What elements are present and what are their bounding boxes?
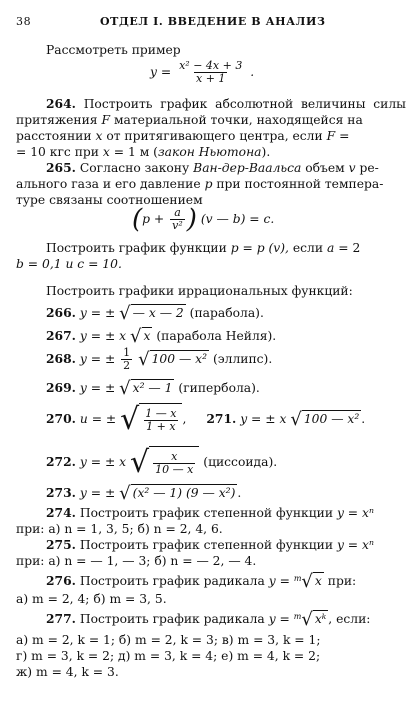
item-270-271: 270. u = ± √ $\frac{1 — x}{1 + x}$ , 271. y = ± x √ 100 — x² .	[46, 401, 366, 437]
p264-line1: 264. Построить график абсолютной величины силы	[46, 96, 406, 111]
irrational-heading: Построить графики иррациональных функций:	[46, 284, 353, 298]
radical: √ $\frac{x}{10 — x}$	[130, 446, 199, 480]
p277-line2: а) m = 2, k = 1; б) m = 2, k = 3; в) m = 3, k = 1;	[16, 633, 321, 647]
running-header	[16, 15, 402, 31]
p277-line1: 277. Построить график радикала y = $^m$ √ xᵏ , если:	[46, 608, 371, 630]
formula-intro: y = $\frac{\text{x² − 4x + 3}}{x + 1}$ .	[150, 59, 255, 85]
p264-line2: притяжения F материальной точки, находящейся на	[16, 113, 363, 127]
radical: √ xᵏ	[301, 608, 327, 630]
p264-line3: расстоянии x от притягивающего центра, если F =	[16, 129, 350, 143]
radical: √ 100 — x²	[138, 348, 208, 370]
radical: √ (x² — 1) (9 — x²)	[119, 482, 236, 504]
item-269: 269. y = ± √ x² — 1 (гипербола).	[46, 377, 260, 399]
item-267: 267. y = ± x √ x (парабола Нейля).	[46, 325, 277, 347]
radical: √ $\frac{1 — x}{1 + x}$	[120, 403, 182, 437]
p275-line2: при: а) n = — 1, — 3; б) n = — 2, — 4.	[16, 554, 257, 568]
item-268: 268. y = ± $\frac{1}{2}$ √ 100 — x² (эллипс).	[46, 346, 273, 372]
p277-line3: г) m = 3, k = 2; д) m = 3, k = 4; е) m = 4, k = 2;	[16, 649, 321, 663]
plot-pv-line2: b = 0,1 и c = 10.	[16, 257, 122, 271]
p265-line2: ального газа и его давление p при постоянной темпера-	[16, 177, 384, 191]
p277-line4: ж) m = 4, k = 3.	[16, 665, 119, 679]
radical: √ — x — 2	[119, 302, 184, 324]
item-272: 272. y = ± x √ $\frac{x}{10 — x}$ (циссоида).	[46, 444, 278, 480]
p275-line1: 275. Построить график степенной функции y = xⁿ	[46, 537, 374, 552]
chapter-title: ОТДЕЛ I. ВВЕДЕНИЕ В АНАЛИЗ	[100, 15, 326, 28]
van-der-waals-fraction: $\frac{a}{\text{v²}}$	[172, 206, 183, 232]
item-273: 273. y = ± √ (x² — 1) (9 — x²) .	[46, 482, 242, 504]
item-266: 266. y = ± √ — x — 2 (парабола).	[46, 302, 264, 324]
page-number: 38	[16, 15, 32, 28]
radical: √ 100 — x²	[290, 408, 360, 430]
radical: √ x	[130, 325, 151, 347]
radical: √ x	[301, 570, 322, 592]
radical: √ x² — 1	[119, 377, 173, 399]
intro-text: Рассмотреть пример	[46, 43, 181, 57]
formula-van-der-waals: (p + $\frac{a}{\text{v²}}$ ) (v — b) = c.	[132, 204, 275, 235]
p264-line4: = 10 кгс при x = 1 м (закон Ньютона).	[16, 145, 271, 159]
p276-line2: а) m = 2, 4; б) m = 3, 5.	[16, 592, 167, 606]
p274-line2: при: а) n = 1, 3, 5; б) n = 2, 4, 6.	[16, 522, 223, 536]
p276-line1: 276. Построить график радикала y = $^m$ √ x при:	[46, 570, 357, 592]
plot-pv-line1: Построить график функции p = p (v), если a = 2	[46, 241, 361, 255]
p265-line3: туре связаны соотношением	[16, 193, 203, 207]
p274-line1: 274. Построить график степенной функции y = xⁿ	[46, 505, 374, 520]
formula-intro-fraction: $\frac{\text{x² − 4x + 3}}{x + 1}$	[179, 59, 243, 85]
p265-line1: 265. Согласно закону Ван-дер-Ваальса объем v ре-	[46, 160, 379, 175]
